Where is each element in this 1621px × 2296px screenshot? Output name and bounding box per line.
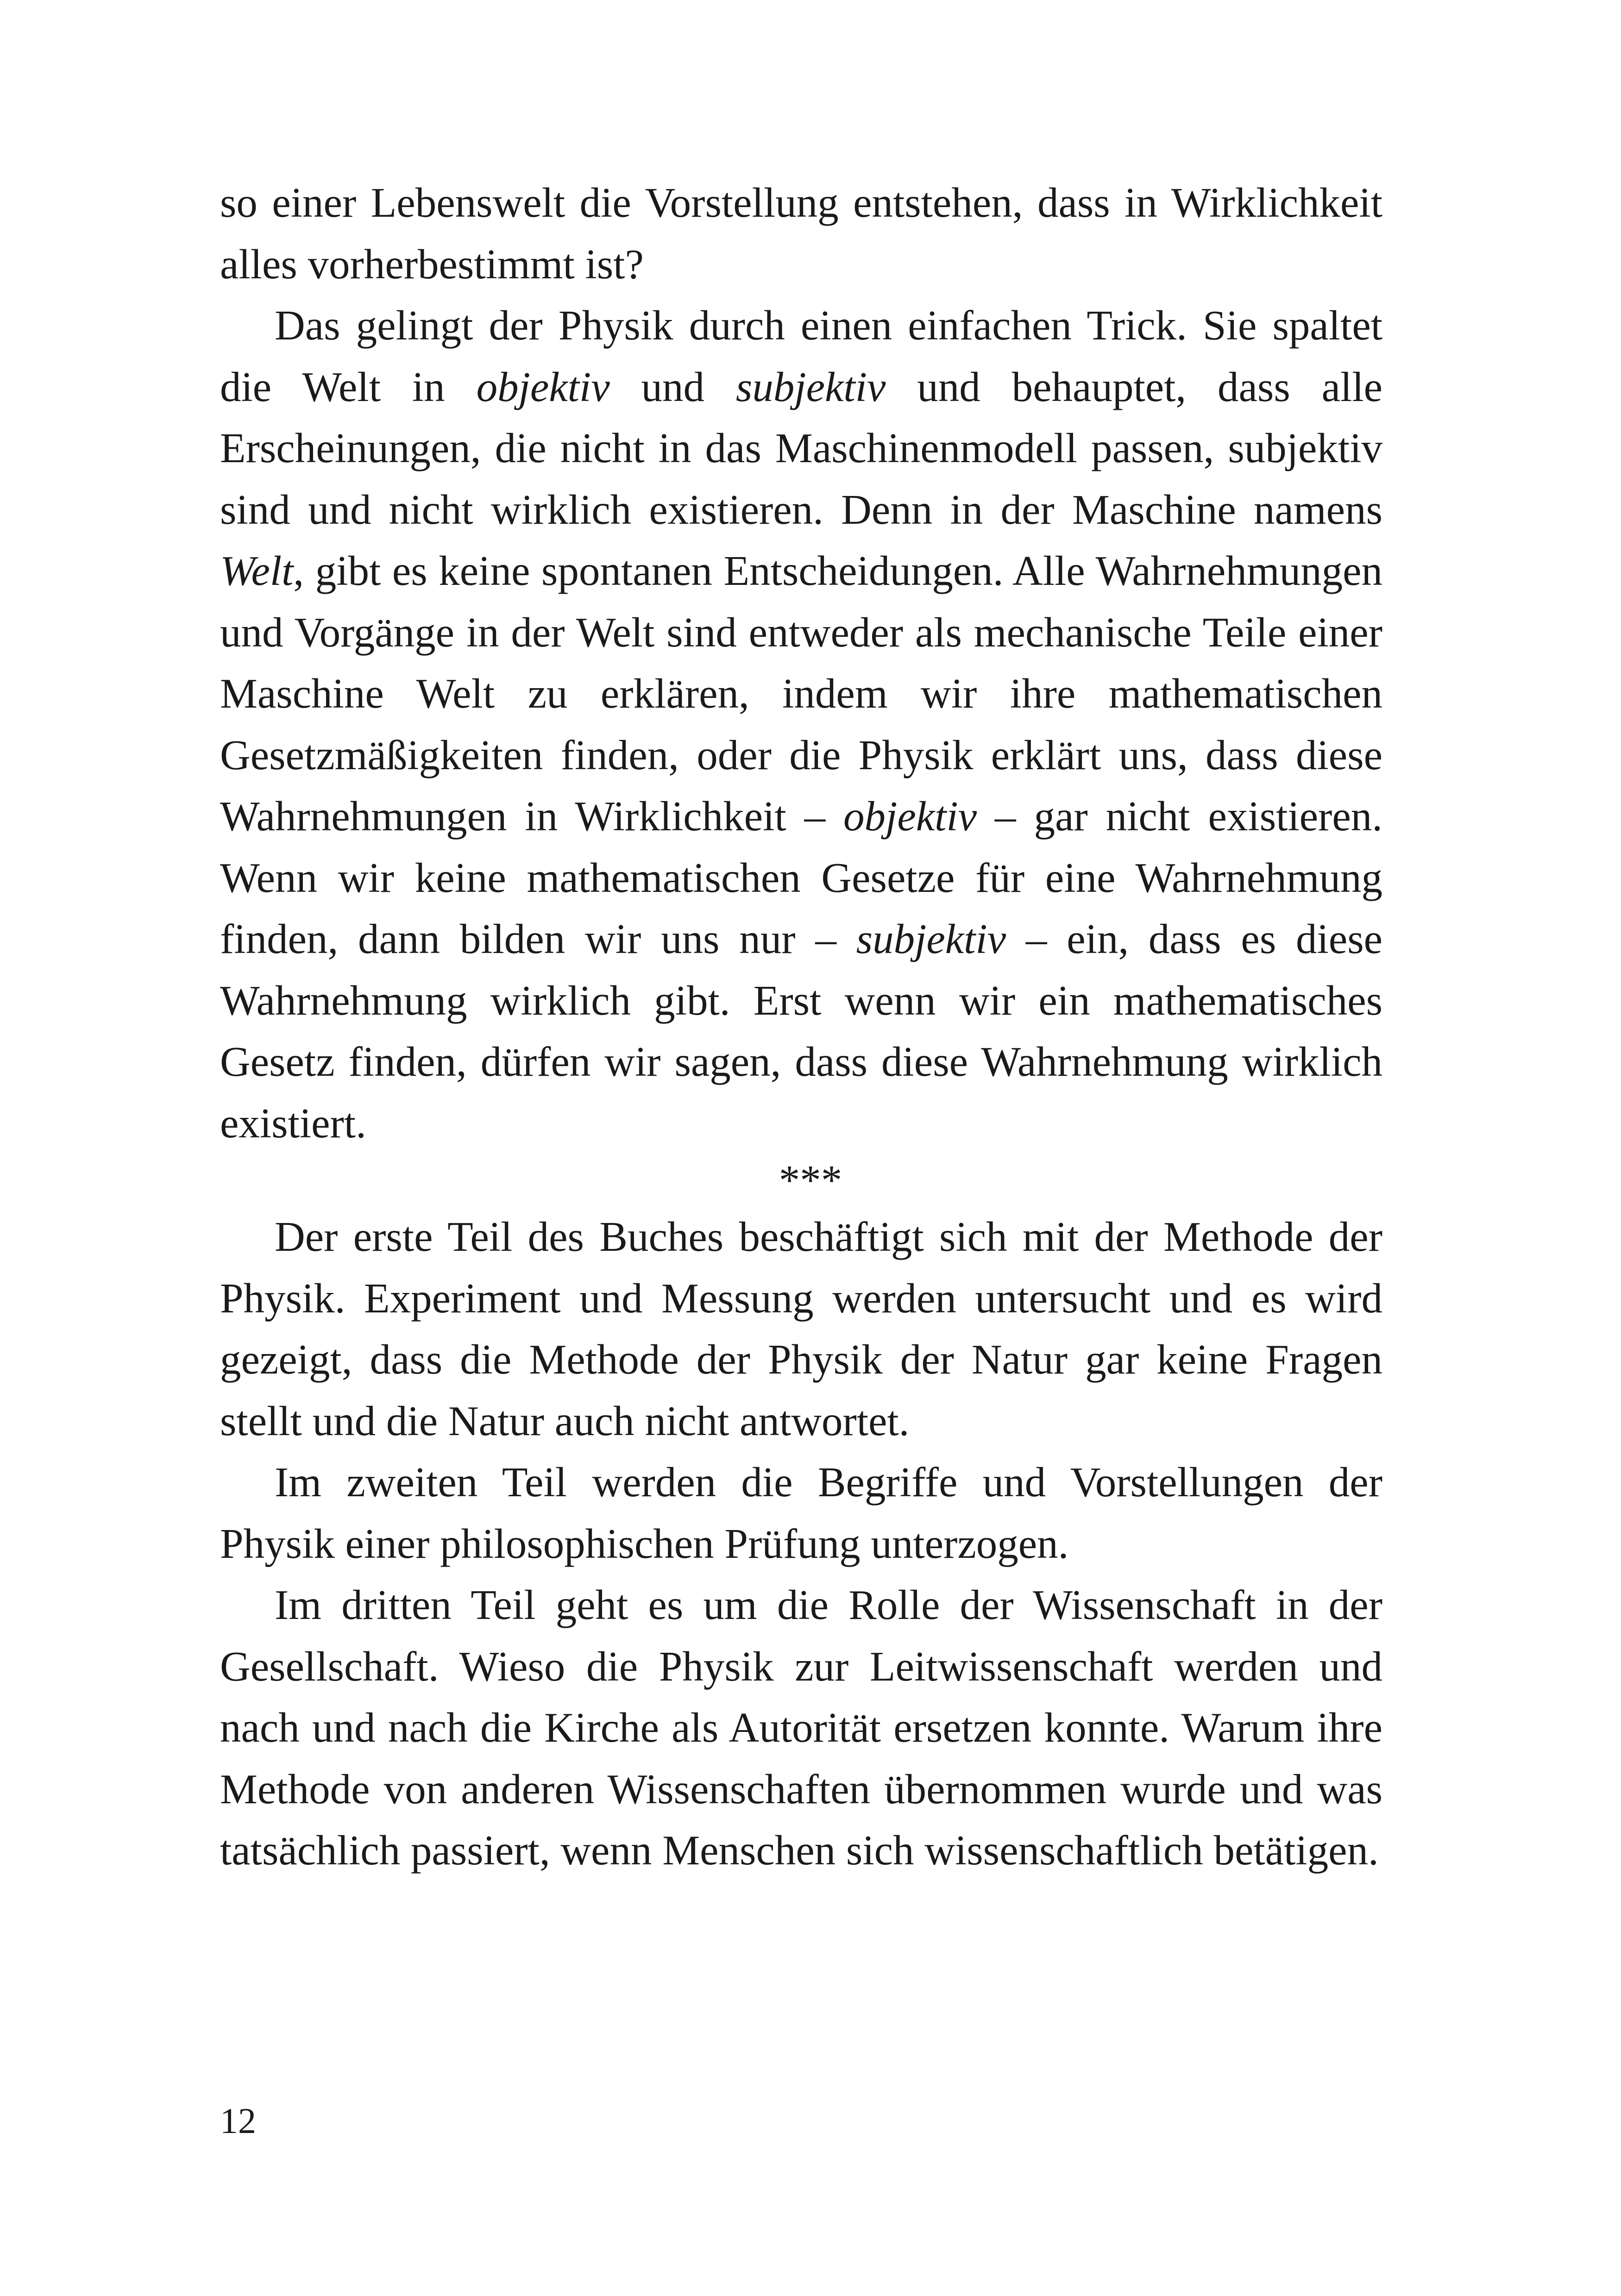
- section-break: ***: [779, 1157, 842, 1204]
- paragraph-physics-trick: [220, 295, 1382, 1154]
- paragraph-text: , gibt es keine spontanen Entscheidungen. Alle Wahrnehmungen und Vorgänge in der Welt sind entweder als mechanische Teile einer Maschine Welt zu erklären, indem wir ihre mathematischen Gesetzmäßigkeiten finden, oder die Physik erklärt uns, dass diese Wahrnehmungen in Wirklichkeit –: [220, 547, 1382, 840]
- paragraph-part-one: Der erste Teil des Buches beschäftigt sich mit der Methode der Physik. Experiment und Messung werden untersucht und es wird gezeigt, dass die Methode der Physik der Natur gar keine Fragen stellt und die Natur auch nicht antwortet.: [220, 1213, 1382, 1444]
- paragraph-text: und behauptet, dass alle Erscheinungen, die nicht in das Maschinenmodell passen, subjektiv sind und nicht wirklich existieren. Denn in der Maschine namens: [220, 363, 1383, 533]
- paragraph-text: Das gelingt der Physik durch einen einfachen Trick. Sie spaltet die Welt in: [220, 302, 1382, 410]
- paragraph-text: – gar nicht existieren. Wenn wir keine mathematischen Gesetze für eine Wahrnehmung finden, dann bilden wir uns nur –: [220, 793, 1383, 962]
- emphasis-subjektiv: subjektiv: [735, 363, 886, 410]
- emphasis-welt: Welt: [220, 547, 294, 594]
- paragraph-continuation: so einer Lebenswelt die Vorstellung entstehen, dass in Wirklichkeit alles vorherbestimmt ist?: [220, 179, 1382, 288]
- emphasis-objektiv: objektiv: [476, 363, 610, 410]
- paragraph-text: und: [609, 363, 736, 410]
- page-number: 12: [220, 2101, 256, 2141]
- paragraph-part-three: Im dritten Teil geht es um die Rolle der Wissenschaft in der Gesellschaft. Wieso die Physik zur Leitwissenschaft werden und nach und nach die Kirche als Autorität ersetzen konnte. Warum ihre Methode von anderen Wissenschaften übernommen wurde und was tatsächlich passiert, wenn Menschen sich wissenschaftlich betätigen.: [220, 1581, 1382, 1874]
- paragraph-part-two: Im zweiten Teil werden die Begriffe und Vorstellungen der Physik einer philosophischen Prüfung unterzogen.: [220, 1459, 1382, 1567]
- page-body: [220, 172, 1382, 1882]
- emphasis-subjektiv: subjektiv: [856, 916, 1006, 962]
- paragraph-text: – ein, dass es diese Wahrnehmung wirklich gibt. Erst wenn wir ein mathematisches Gesetz finden, dürfen wir sagen, dass diese Wahrnehmung wirklich existiert.: [220, 916, 1383, 1147]
- emphasis-objektiv: objektiv: [843, 793, 977, 840]
